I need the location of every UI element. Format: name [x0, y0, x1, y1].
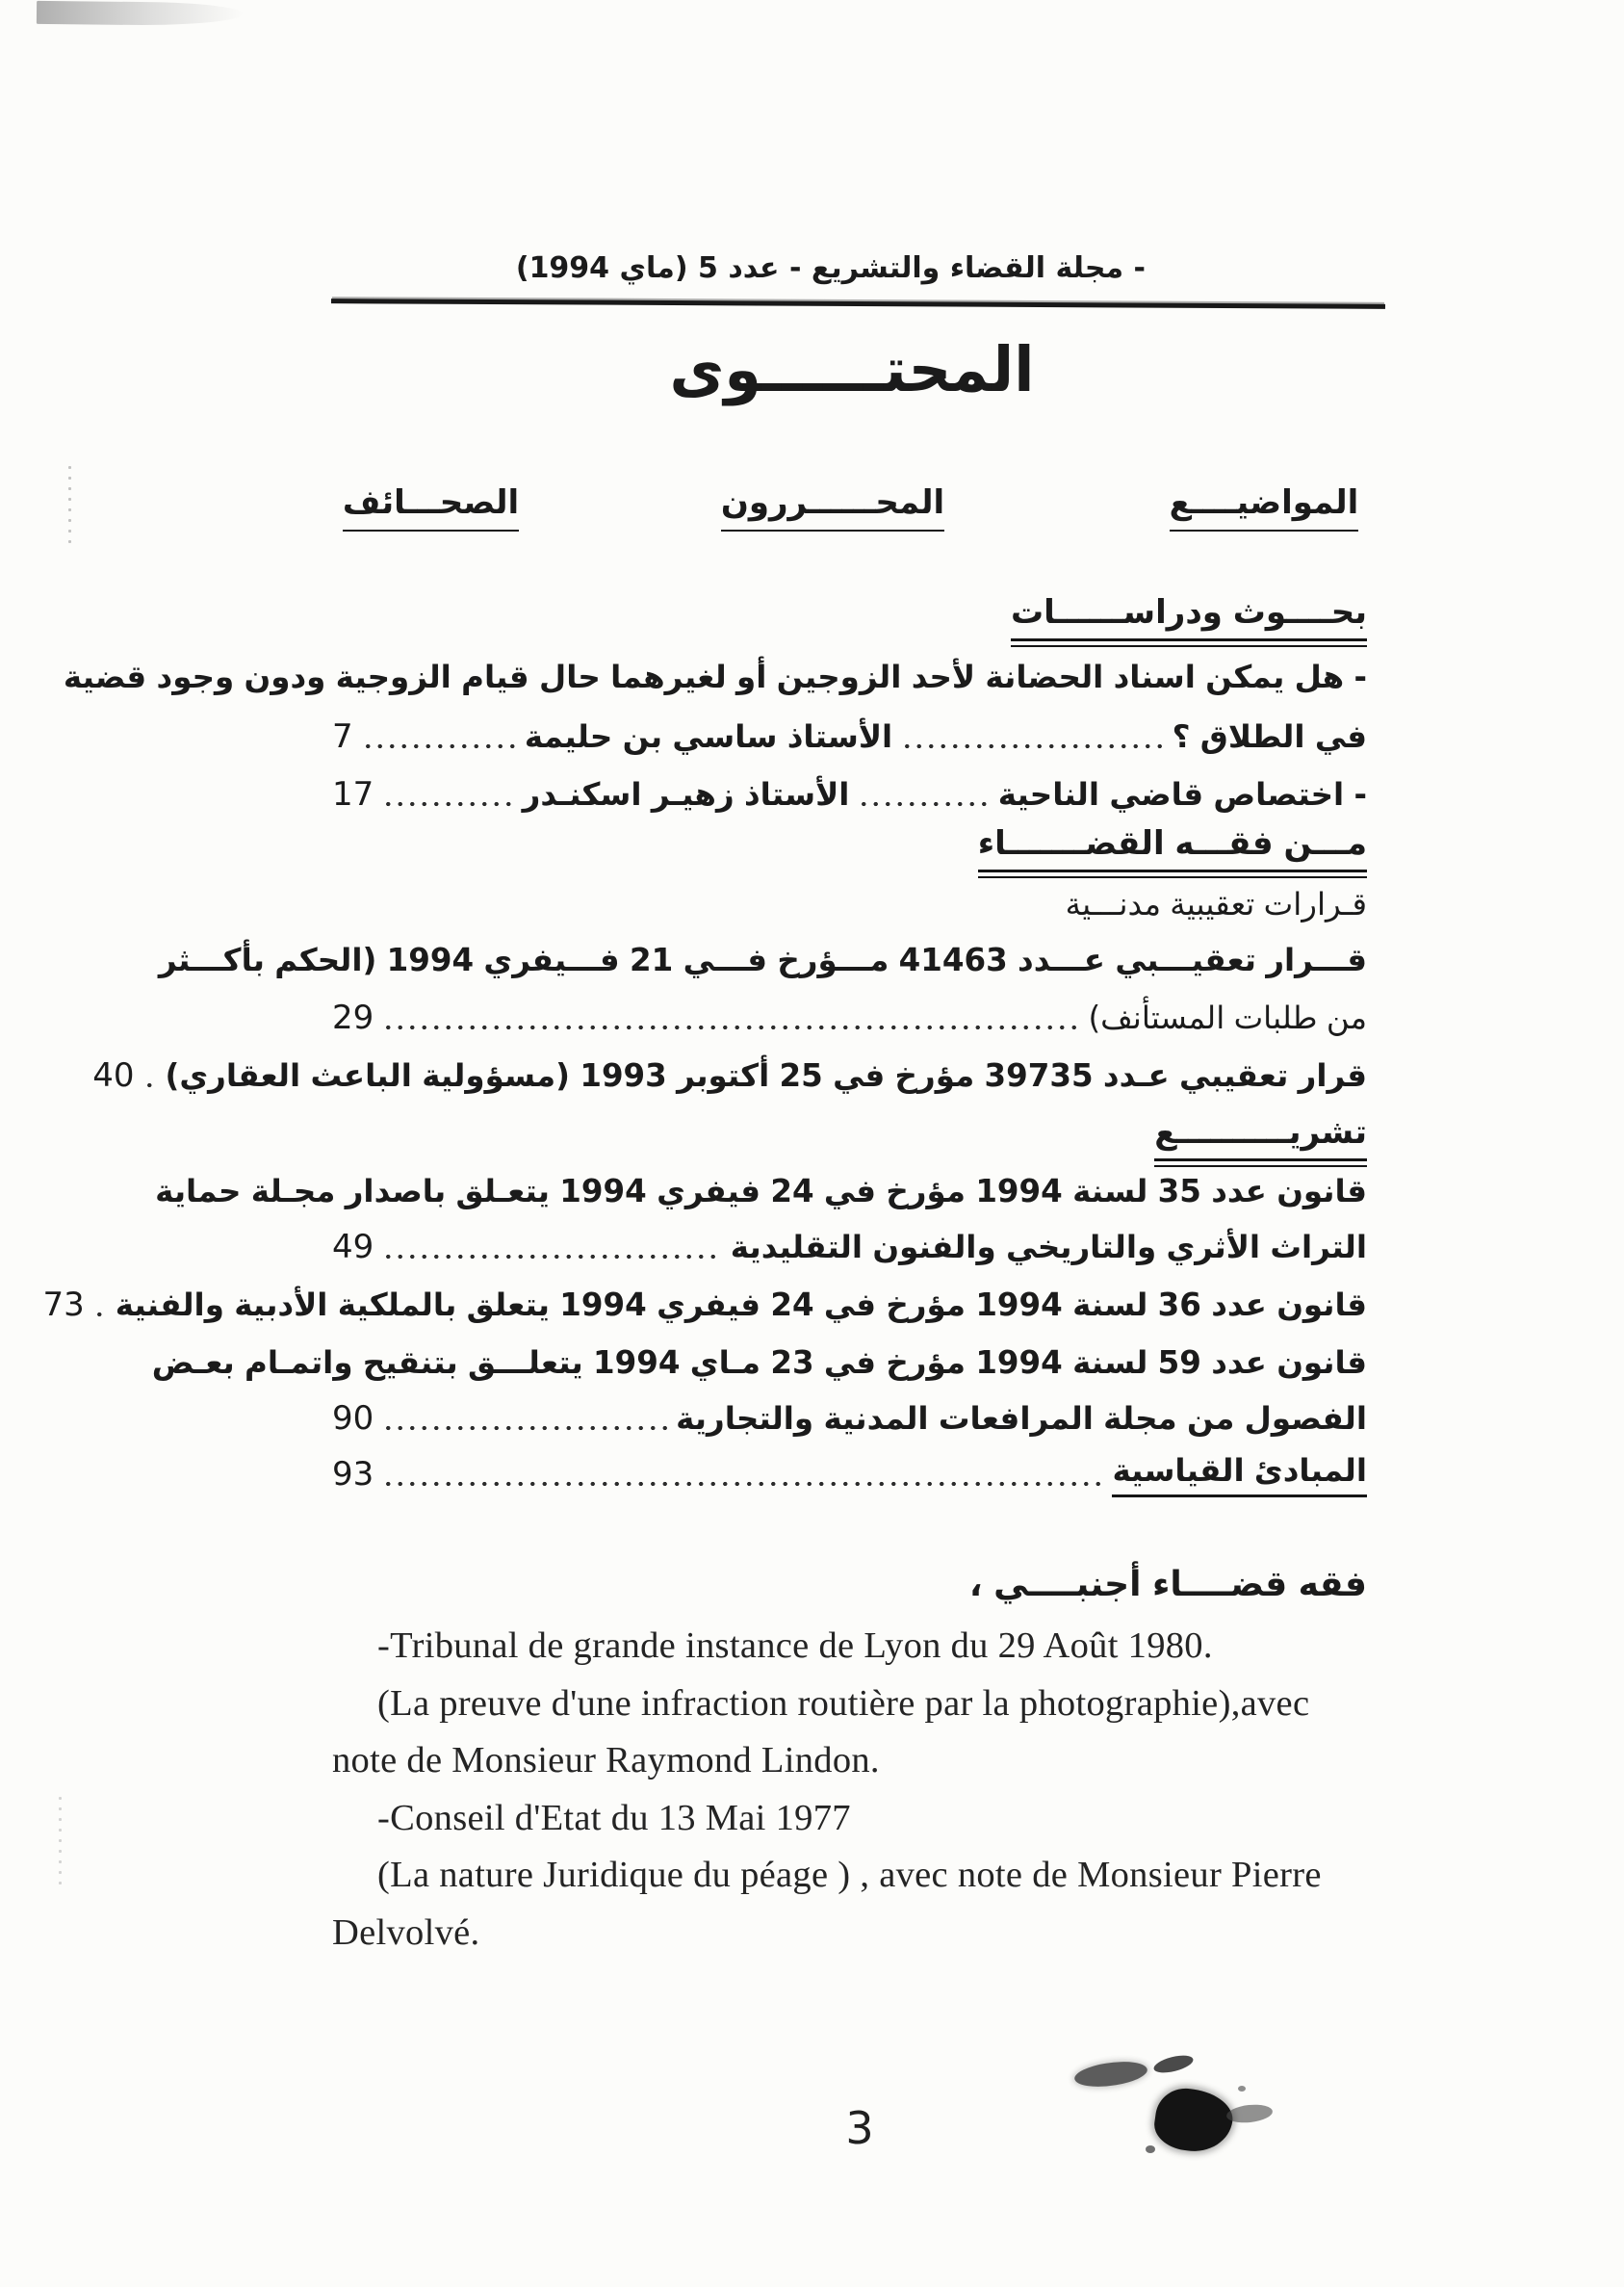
ink-smudge: [1073, 2057, 1149, 2092]
toc-row: - هل يمكن اسناد الحضانة لأحد الزوجين أو لغيرهما حال قيام الزوجية ودون وجود قضية: [63, 659, 1367, 695]
dotted-leader: [93, 1306, 107, 1319]
page-number: 3: [845, 2102, 874, 2154]
dotted-leader: [382, 1248, 722, 1261]
section-heading-jurisprudence: مـــن فقـــه القضـــــــاء: [332, 824, 1367, 872]
ink-smudge: [1238, 2086, 1246, 2092]
toc-row: قانون عدد 36 لسنة 1994 مؤرخ في 24 فيفري 1994 يتعلق بالملكية الأدبية والفنية 73: [42, 1286, 1367, 1324]
toc-row: الفصول من مجلة المرافعات المدنية والتجارية 90: [332, 1399, 1367, 1438]
dotted-leader: [382, 795, 513, 809]
dotted-leader: [382, 1419, 667, 1433]
column-header-topics: المواضيــــع: [1163, 483, 1365, 539]
dotted-leader: [382, 1019, 1079, 1032]
foreign-line: -Conseil d'Etat du 13 Mai 1977: [377, 1797, 851, 1838]
foreign-line: note de Monsieur Raymond Lindon.: [332, 1740, 880, 1780]
scan-specks-left-upper: [65, 462, 74, 551]
foreign-line: -Tribunal de grande instance de Lyon du 29 Août 1980.: [377, 1625, 1213, 1666]
dotted-leader: [362, 738, 516, 751]
scan-specks-left-lower: [56, 1793, 64, 1889]
toc-row: قانون عدد 59 لسنة 1994 مؤرخ في 23 مـاي 1994 يتعلـــق بتنقيح واتمـام بعـض: [151, 1344, 1367, 1381]
dotted-leader: [143, 1077, 157, 1090]
foreign-line: Delvolvé.: [332, 1911, 480, 1953]
ink-smudge: [1225, 2103, 1274, 2125]
journal-header: - مجلة القضاء والتشريع - عدد 5 (ماي 1994): [515, 251, 1146, 285]
toc-row: قانون عدد 35 لسنة 1994 مؤرخ في 24 فيفري 1994 يتعـلق باصدار مجـلة حماية: [155, 1173, 1367, 1209]
foreign-line: (La preuve d'une infraction routière par la photographie),avec: [377, 1682, 1310, 1724]
section-heading-studies: بحــــوث ودراســــــات: [332, 593, 1367, 641]
toc-row: قرار تعقيبي عـدد 39735 مؤرخ في 25 أكتوبر 1993 (مسؤولية الباعث العقاري) 40: [92, 1056, 1367, 1095]
dotted-leader: [382, 1475, 1103, 1489]
toc-row: - اختصاص قاضي الناحية الأستاذ زهيـر اسكنـدر 17: [332, 775, 1367, 814]
ink-smudge: [1146, 2145, 1155, 2153]
page-ref-number: 49: [332, 1228, 374, 1266]
column-header-pages: الصحـــائف: [327, 483, 534, 539]
page-ref-number: 40: [92, 1056, 135, 1095]
page-ref-number: 29: [332, 999, 374, 1037]
toc-row: في الطلاق ؟ الأستاذ ساسي بن حليمة 7: [332, 717, 1367, 756]
toc-row: التراث الأثري والتاريخي والفنون التقليدية 49: [332, 1228, 1367, 1266]
dotted-leader: [858, 795, 989, 809]
toc-subheading: قـرارات تعقيبية مدنـــية: [1065, 886, 1367, 923]
page-ref-number: 17: [332, 775, 374, 814]
contents-title: المحتــــــوى: [669, 332, 1035, 406]
foreign-line: (La nature Juridique du péage ) , avec note de Monsieur Pierre: [377, 1855, 1322, 1895]
scan-smear-top-left: [37, 1, 244, 26]
toc-row-standard-principles: المبادئ القياسية 93: [332, 1450, 1367, 1498]
dotted-leader: [901, 738, 1163, 751]
section-heading-legislation: تشريــــــــــع: [332, 1113, 1367, 1161]
header-rule: [331, 299, 1385, 309]
ink-smudge: [1151, 2085, 1236, 2157]
section-heading-foreign-caselaw: فقه قضــــاء أجنبــــي ،: [968, 1564, 1367, 1604]
page-ref-number: 90: [332, 1399, 374, 1438]
page-ref-number: 7: [332, 717, 353, 756]
foreign-caselaw-block: [332, 1618, 1353, 1962]
toc-row: قـــرار تعقيـــبي عـــدد 41463 مـــؤرخ فـــي 21 فـــيفري 1994 (الحكم بأكـــثر: [158, 942, 1367, 978]
toc-row: من طلبات المستأنف) 29: [332, 999, 1367, 1037]
page-ref-number: 93: [332, 1455, 374, 1494]
ink-smudge: [1152, 2052, 1195, 2076]
page-ref-number: 73: [42, 1286, 85, 1324]
column-header-editors: المحــــــررون: [712, 483, 953, 539]
